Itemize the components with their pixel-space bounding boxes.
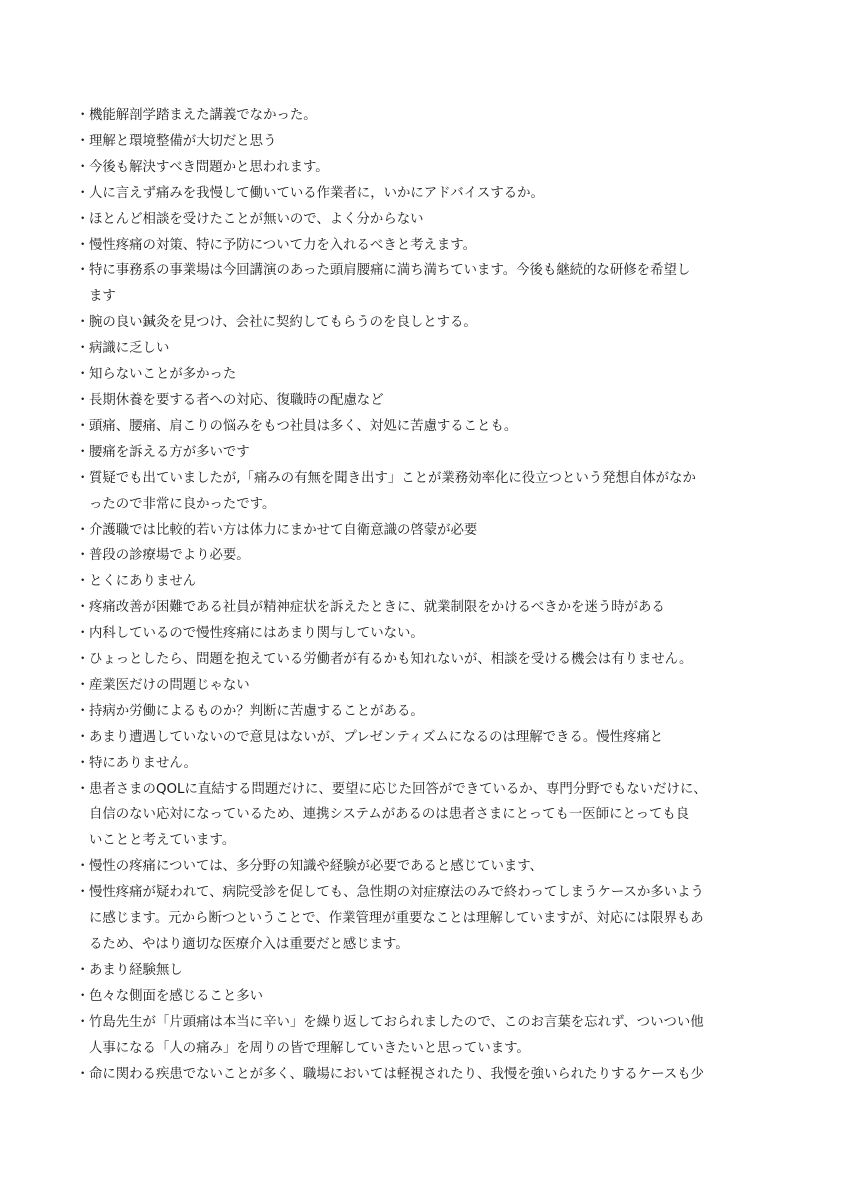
comment-text-line: 特に事務系の事業場は今回講演のあった頭肩腰痛に満ち満ちています。今後も継続的な研修を希望し [89, 263, 691, 279]
comment-text-line: いことと考えています。 [89, 833, 236, 849]
bullet-marker: ・ [76, 444, 90, 460]
comment-item [76, 595, 776, 621]
bullet-marker: ・ [76, 859, 90, 875]
comment-text-line: 腕の良い鍼灸を見つけ、会社に契約してもらうのを良しとする。 [89, 315, 477, 331]
comment-text-line: 機能解剖学踏まえた講義でなかった。 [89, 108, 317, 123]
comment-item [76, 466, 776, 518]
bullet-marker: ・ [76, 703, 90, 719]
bullet-marker: ・ [76, 781, 90, 797]
comment-item [76, 414, 776, 440]
bullet-marker: ・ [76, 988, 90, 1004]
comment-item [76, 854, 776, 880]
comment-text-line: 理解と環境整備が大切だと思う [89, 133, 277, 149]
comment-text-line: 知らないことが多かった [89, 367, 237, 383]
comment-item [76, 233, 776, 259]
bullet-marker: ・ [76, 962, 90, 978]
comment-item [76, 647, 776, 673]
comment-item [76, 103, 776, 129]
bullet-marker: ・ [76, 392, 90, 408]
bullet-marker: ・ [76, 367, 90, 383]
comment-text-line: 産業医だけの問題じゃない [89, 677, 250, 693]
comment-text-line: に感じます。元から断つということで、作業管理が重要なことは理解していますが、対応には限界もあ [89, 911, 704, 927]
comment-item [76, 129, 776, 155]
comment-item [76, 388, 776, 414]
comment-text-line: 質疑でも出ていましたが,「痛みの有無を聞き出す」ことが業務効率化に役立つという発想自体がなか [89, 470, 696, 486]
bullet-marker: ・ [76, 108, 90, 123]
comment-item [76, 362, 776, 388]
comment-text-line: あまり遭遇していないので意見はないが、プレゼンティズムになるのは理解できる。慢性疼痛と [89, 729, 664, 745]
comment-item [76, 1010, 776, 1062]
comment-text-line: 色々な側面を感じること多い [89, 988, 264, 1004]
bullet-marker: ・ [76, 522, 90, 538]
comment-item [76, 258, 776, 310]
comment-text-line: 腰痛を訴える方が多いです [89, 444, 250, 460]
bullet-marker: ・ [76, 574, 90, 590]
bullet-marker: ・ [76, 626, 90, 642]
comment-text-line: 竹島先生が「片頭痛は本当に辛い」を繰り返しておられましたので、このお言葉を忘れず、ついつい他 [89, 1014, 704, 1030]
comment-item [76, 155, 776, 181]
bullet-marker: ・ [76, 263, 90, 279]
comment-item [76, 181, 776, 207]
comment-text-line: あまり経験無し [89, 962, 183, 978]
comment-item [76, 440, 776, 466]
comment-text-line: とくにありません [89, 574, 197, 590]
comment-text-line: 特にありません。 [89, 755, 197, 771]
comment-text-line: 慢性疼痛が疑われて、病院受診を促しても、急性期の対症療法のみで終わってしまうケースか多いよう [89, 885, 704, 901]
comment-item [76, 777, 776, 855]
comment-text-line: 頭痛、腰痛、肩こりの悩みをもつ社員は多く、対処に苦慮することも。 [89, 418, 518, 434]
comment-text-line: ほとんど相談を受けたことが無いので、よく分からない [89, 211, 424, 227]
bullet-marker: ・ [76, 600, 90, 616]
comment-item [76, 958, 776, 984]
comment-text-line: ひょっとしたら、問題を抱えている労働者が有るかも知れないが、相談を受ける機会は有りません。 [89, 652, 693, 668]
comment-item [76, 207, 776, 233]
comment-text-line: ます [89, 289, 116, 305]
bullet-marker: ・ [76, 185, 90, 201]
bullet-marker: ・ [76, 211, 90, 227]
bullet-marker: ・ [76, 237, 90, 253]
bullet-marker: ・ [76, 133, 90, 149]
comment-item [76, 518, 776, 544]
comment-text-line: 慢性疼痛の対策、特に予防について力を入れるべきと考えます。 [89, 237, 476, 253]
comment-text-line: 普段の診療場でより必要。 [89, 548, 250, 564]
comment-list [76, 103, 776, 1087]
bullet-marker: ・ [76, 677, 90, 693]
comment-text-line: 長期休養を要する者への対応、復職時の配慮など [89, 392, 384, 408]
comment-text-line: 介護職では比較的若い方は体力にまかせて自衛意識の啓蒙が必要 [89, 522, 478, 538]
comment-item [76, 751, 776, 777]
bullet-marker: ・ [76, 1014, 90, 1030]
comment-item [76, 725, 776, 751]
bullet-marker: ・ [76, 159, 90, 175]
comment-item [76, 621, 776, 647]
comment-text-line: 患者さまのQOLに直結する問題だけに、要望に応じた回答ができているか、専門分野でもないだけに、 [89, 781, 707, 797]
comment-text-line: 自信のない応対になっているため、連携システムがあるのは患者さまにとっても一医師にとっても良 [89, 807, 690, 823]
bullet-marker: ・ [76, 652, 90, 668]
comment-text-line: るため、やはり適切な医療介入は重要だと感じます。 [89, 937, 409, 952]
comment-text-line: 内科しているので慢性疼痛にはあまり関与していない。 [89, 626, 424, 642]
comment-item [76, 336, 776, 362]
bullet-marker: ・ [76, 548, 90, 564]
comment-item [76, 569, 776, 595]
comment-text-line: 持病か労働によるものか？判断に苦慮することがある。 [89, 703, 424, 719]
comment-item [76, 1062, 776, 1088]
comment-text-line: ったので非常に良かったです。 [89, 496, 276, 512]
comment-item [76, 984, 776, 1010]
bullet-marker: ・ [76, 341, 90, 357]
comment-item [76, 543, 776, 569]
bullet-marker: ・ [76, 315, 90, 331]
bullet-marker: ・ [76, 470, 90, 486]
comment-text-line: 人に言えず痛みを我慢して働いている作業者に，いかにアドバイスするか。 [89, 185, 544, 201]
bullet-marker: ・ [76, 755, 90, 771]
comment-text-line: 今後も解決すべき問題かと思われます。 [89, 159, 329, 175]
comment-item [76, 310, 776, 336]
comment-text-line: 慢性の疼痛については、多分野の知識や経験が必要であると感じています、 [89, 859, 543, 875]
comment-item [76, 880, 776, 958]
bullet-marker: ・ [76, 885, 90, 901]
bullet-marker: ・ [76, 418, 90, 434]
comment-text-line: 疼痛改善が困難である社員が精神症状を訴えたときに、就業制限をかけるべきかを迷う時がある [89, 600, 665, 616]
comment-item [76, 673, 776, 699]
bullet-marker: ・ [76, 1066, 90, 1082]
bullet-marker: ・ [76, 729, 90, 745]
comment-item [76, 699, 776, 725]
comment-text-line: 命に関わる疾患でないことが多く、職場においては軽視されたり、我慢を強いられたりするケースも少 [89, 1066, 705, 1082]
comment-text-line: 人事になる「人の痛み」を周りの皆で理解していきたいと思っています。 [89, 1040, 530, 1056]
comment-text-line: 病識に乏しい [89, 341, 170, 357]
